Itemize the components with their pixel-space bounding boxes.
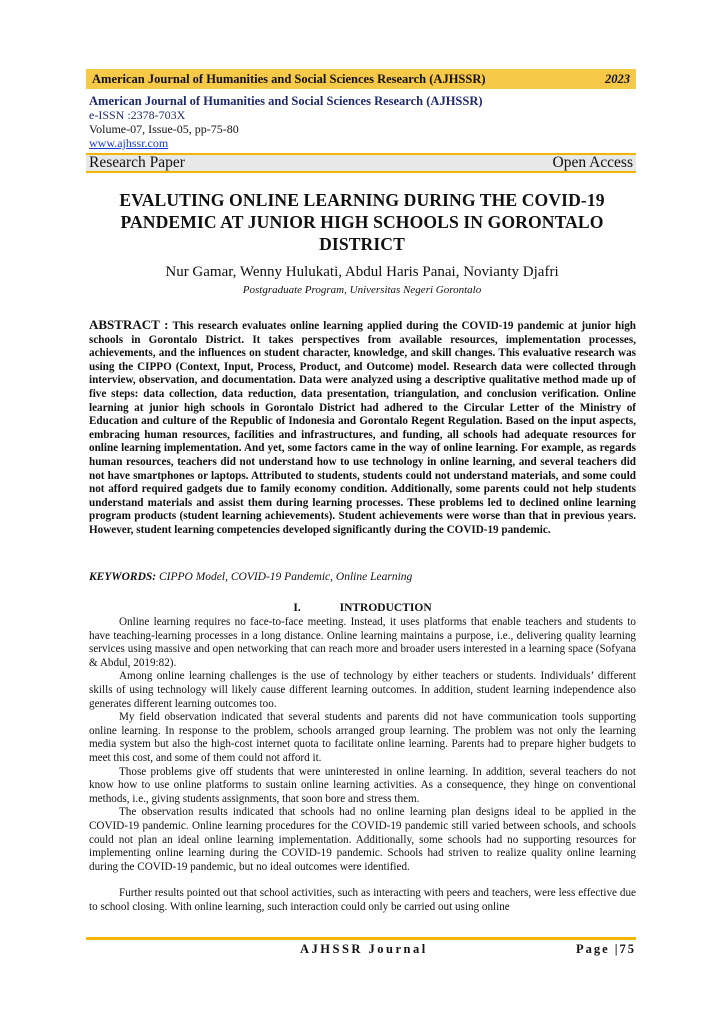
author-list: Nur Gamar, Wenny Hulukati, Abdul Haris Panai, Novianty Djafri [165,264,559,280]
paragraph: Among online learning challenges is the use of technology by either teachers or students. Individuals’ different skills of using technology will likely cause different learning outcomes. In addition, student learning independence also generates different learning outcomes too. [89,670,636,710]
introduction-body [89,616,636,914]
website-link[interactable]: www.ajhssr.com [89,136,169,150]
footer-journal: AJHSSR Journal [300,942,428,956]
journal-header-band [86,69,636,89]
keywords [89,571,636,583]
paragraph: Online learning requires no face-to-face meeting. Instead, it uses platforms that enable teachers and students to have teaching-learning processes in a long distance. Online learning maintains a purpose, i.e., delivering quality learning services using massive and open networking that can reach more and broader users interested in a learning space (Sofyana & Abdul, 2019:82). [89,616,636,669]
section-heading [89,602,636,614]
abstract-label: ABSTRACT : [89,317,169,332]
header-year: 2023 [605,71,630,86]
paragraph: The observation results indicated that schools had no online learning plan designs ideal to be applied in the COVID-19 pandemic. Online learning procedures for the COVID-19 pandemic still varied between schools, and schools could not plan an ideal online learning implementation. Additionally, some schools had no supporting resources for implementing online learning during the COVID-19 pandemic. Schools had striven to realize quality online learning during the COVID-19 pandemic, but no ideal outcomes were identified. [89,806,636,873]
keywords-text: CIPPO Model, COVID-19 Pandemic, Online Learning [156,571,413,583]
page-number: Page |75 [575,942,636,956]
journal-meta [89,94,483,150]
paragraph: Those problems give off students that were uninterested in online learning. In addition, several teachers do not know how to use online platforms to sustain online learning activities. As a consequence, they hinge on conventional methods, i.e., giving students assignments, that soon bore and stress them. [89,765,636,805]
paper-type-bar [86,153,636,173]
issn: e-ISSN :2378-703X [89,108,186,122]
open-access-label: Open Access [552,154,633,171]
journal-name: American Journal of Humanities and Social Sciences Research (AJHSSR) [89,94,483,108]
header-journal-title: American Journal of Humanities and Social Sciences Research (AJHSSR) [92,71,486,86]
paragraph: Further results pointed out that school activities, such as interacting with peers and teachers, were less effective due to school closing. With online learning, such interaction could only be carried out using online [89,887,636,913]
section-title: INTRODUCTION [339,602,432,614]
paper-type-label: Research Paper [89,154,185,171]
paper-title: EVALUTING ONLINE LEARNING DURING THE COVID-19 PANDEMIC AT JUNIOR HIGH SCHOOLS IN GORONTALO DISTRICT [119,190,605,254]
paragraph: My field observation indicated that several students and parents did not have communication tools supporting online learning. In response to the problem, schools arranged group learning. The problem was not only the learning media system but also the high-cost internet quota to facilitate online learning. Parents had to prepare higher budgets to meet this cost, and some of them could not afford it. [89,711,636,764]
keywords-label: KEYWORDS: [89,571,157,583]
abstract [89,318,636,538]
page-footer [86,942,636,957]
affiliation: Postgraduate Program, Universitas Negeri Gorontalo [242,284,482,296]
footer-divider [86,937,636,940]
volume-issue: Volume-07, Issue-05, pp-75-80 [89,122,239,136]
section-number: I. [293,602,301,614]
abstract-text: This research evaluates online learning applied during the COVID-19 pandemic at junior high schools in Gorontalo District. It takes perspectives from available resources, implementation processes, achievements, and the influences on student character, knowledge, and skill changes. This evaluative research was using the CIPPO (Context, Input, Process, Product, and Outcome) model. Research data were collected through interview, observation, and documentation. Data were analyzed using a descriptive qualitative method made up of five steps: data collection, data reduction, data presentation, triangulation, and conclusion verification. Online learning at junior high schools in Gorontalo District had adhered to the Circular Letter of the Ministry of Education and culture of the Republic of Indonesia and Gorontalo Regent Regulation. Based on the input aspects, embracing human resources, facilities and infrastructures, and funding, all schools had adequate resources for online learning implementation. And yet, some factors came in the way of online learning. For example, as regards human resources, teachers did not understand how to use technology in online learning, and several teachers did not have smartphones or laptops. Attributed to students, students could not understand materials, and some could not afford required gadgets due to family economy condition. Additionally, some parents could not help students understand materials and assist them during learning processes. These problems led to declined online learning program products (student learning achievements). Student achievements were worse than that in previous years. However, student learning competencies developed significantly during the COVID-19 pandemic. [89,320,636,536]
